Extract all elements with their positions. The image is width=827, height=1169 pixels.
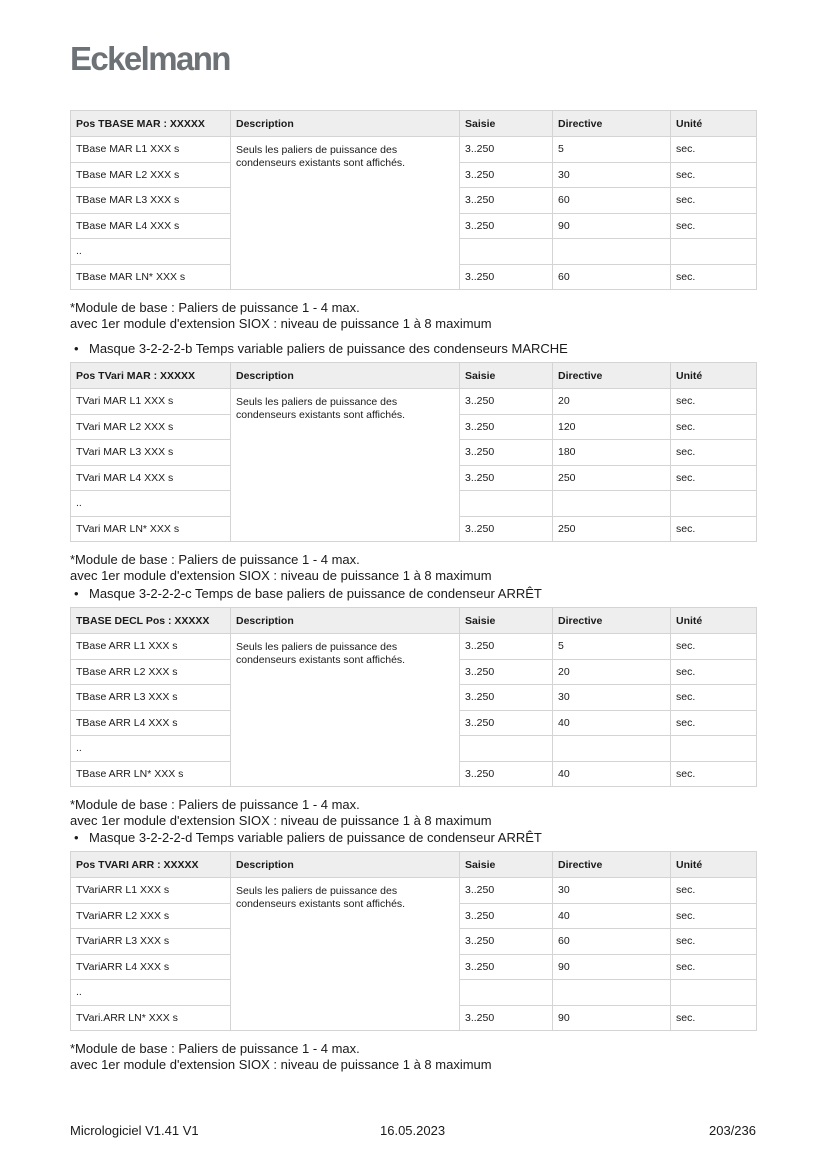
column-header: Pos TVari MAR : XXXXX bbox=[71, 363, 231, 389]
cell-pos: TVariARR L3 XXX s bbox=[71, 929, 231, 955]
table-row bbox=[71, 878, 757, 904]
cell-directive: 60 bbox=[553, 929, 671, 955]
cell-pos: TBase ARR L2 XXX s bbox=[71, 659, 231, 685]
cell-unite: sec. bbox=[671, 903, 757, 929]
cell-directive bbox=[553, 239, 671, 265]
cell-directive: 90 bbox=[553, 1005, 671, 1031]
cell-description: Seuls les paliers de puissance des condenseurs existants sont affichés. bbox=[231, 634, 460, 787]
cell-unite: sec. bbox=[671, 1005, 757, 1031]
cell-unite: sec. bbox=[671, 710, 757, 736]
cell-unite: sec. bbox=[671, 634, 757, 660]
cell-unite: sec. bbox=[671, 465, 757, 491]
cell-saisie: 3..250 bbox=[460, 710, 553, 736]
footnote-line: *Module de base : Paliers de puissance 1 - 4 max. bbox=[70, 1041, 360, 1056]
cell-directive: 60 bbox=[553, 264, 671, 290]
cell-pos: TBase MAR LN* XXX s bbox=[71, 264, 231, 290]
cell-saisie: 3..250 bbox=[460, 162, 553, 188]
cell-saisie bbox=[460, 980, 553, 1006]
cell-pos: TBase ARR L4 XXX s bbox=[71, 710, 231, 736]
cell-directive: 90 bbox=[553, 954, 671, 980]
cell-directive bbox=[553, 491, 671, 517]
cell-saisie: 3..250 bbox=[460, 954, 553, 980]
cell-saisie: 3..250 bbox=[460, 389, 553, 415]
footnote-line: avec 1er module d'extension SIOX : niveau de puissance 1 à 8 maximum bbox=[70, 813, 492, 828]
bullet-icon: • bbox=[74, 341, 79, 356]
cell-unite bbox=[671, 736, 757, 762]
cell-unite: sec. bbox=[671, 659, 757, 685]
column-header: Saisie bbox=[460, 852, 553, 878]
cell-directive: 5 bbox=[553, 634, 671, 660]
cell-saisie: 3..250 bbox=[460, 685, 553, 711]
cell-directive: 20 bbox=[553, 659, 671, 685]
cell-pos: TBase MAR L2 XXX s bbox=[71, 162, 231, 188]
footnote-line: *Module de base : Paliers de puissance 1 - 4 max. bbox=[70, 300, 360, 315]
cell-pos: .. bbox=[71, 239, 231, 265]
column-header: Description bbox=[231, 608, 460, 634]
section-tbase-mar bbox=[70, 110, 756, 332]
footnote-line: avec 1er module d'extension SIOX : niveau de puissance 1 à 8 maximum bbox=[70, 1057, 492, 1072]
cell-unite: sec. bbox=[671, 188, 757, 214]
cell-pos: .. bbox=[71, 736, 231, 762]
cell-directive: 250 bbox=[553, 516, 671, 542]
footer-software-version: Micrologiciel V1.41 V1 bbox=[70, 1123, 199, 1138]
cell-saisie: 3..250 bbox=[460, 414, 553, 440]
cell-pos: TBase ARR LN* XXX s bbox=[71, 761, 231, 787]
cell-pos: TVari MAR LN* XXX s bbox=[71, 516, 231, 542]
footnote bbox=[70, 1041, 756, 1073]
cell-unite: sec. bbox=[671, 389, 757, 415]
section-tvari-arr bbox=[70, 825, 756, 1073]
cell-directive: 30 bbox=[553, 685, 671, 711]
cell-saisie bbox=[460, 736, 553, 762]
cell-saisie: 3..250 bbox=[460, 137, 553, 163]
column-header: Directive bbox=[553, 363, 671, 389]
section-heading bbox=[70, 830, 756, 846]
column-header: Pos TVARI ARR : XXXXX bbox=[71, 852, 231, 878]
footer-page-number: 203/236 bbox=[709, 1123, 756, 1138]
cell-directive: 40 bbox=[553, 710, 671, 736]
cell-directive: 250 bbox=[553, 465, 671, 491]
cell-unite bbox=[671, 980, 757, 1006]
cell-pos: TVariARR L2 XXX s bbox=[71, 903, 231, 929]
table-header-row bbox=[71, 111, 757, 137]
cell-saisie: 3..250 bbox=[460, 659, 553, 685]
column-header: Unité bbox=[671, 363, 757, 389]
footnote-line: *Module de base : Paliers de puissance 1 - 4 max. bbox=[70, 552, 360, 567]
cell-directive: 90 bbox=[553, 213, 671, 239]
table-tbase-arr bbox=[70, 607, 757, 787]
column-header: Directive bbox=[553, 852, 671, 878]
section-tvari-mar bbox=[70, 336, 756, 584]
column-header: Description bbox=[231, 852, 460, 878]
cell-pos: TVari MAR L4 XXX s bbox=[71, 465, 231, 491]
cell-pos: .. bbox=[71, 980, 231, 1006]
column-header: Directive bbox=[553, 608, 671, 634]
footnote-line: avec 1er module d'extension SIOX : niveau de puissance 1 à 8 maximum bbox=[70, 568, 492, 583]
cell-unite: sec. bbox=[671, 761, 757, 787]
cell-description: Seuls les paliers de puissance des condenseurs existants sont affichés. bbox=[231, 878, 460, 1031]
cell-directive: 60 bbox=[553, 188, 671, 214]
column-header: Description bbox=[231, 363, 460, 389]
cell-directive: 20 bbox=[553, 389, 671, 415]
footnote-line: avec 1er module d'extension SIOX : niveau de puissance 1 à 8 maximum bbox=[70, 316, 492, 331]
cell-pos: .. bbox=[71, 491, 231, 517]
column-header: Directive bbox=[553, 111, 671, 137]
cell-description: Seuls les paliers de puissance des condenseurs existants sont affichés. bbox=[231, 389, 460, 542]
cell-saisie bbox=[460, 491, 553, 517]
table-header-row bbox=[71, 363, 757, 389]
cell-directive bbox=[553, 980, 671, 1006]
table-header-row bbox=[71, 608, 757, 634]
cell-saisie: 3..250 bbox=[460, 761, 553, 787]
cell-unite: sec. bbox=[671, 685, 757, 711]
column-header: Saisie bbox=[460, 111, 553, 137]
cell-unite: sec. bbox=[671, 929, 757, 955]
column-header: Saisie bbox=[460, 608, 553, 634]
column-header: Description bbox=[231, 111, 460, 137]
cell-unite: sec. bbox=[671, 264, 757, 290]
cell-description: Seuls les paliers de puissance des condenseurs existants sont affichés. bbox=[231, 137, 460, 290]
cell-saisie: 3..250 bbox=[460, 634, 553, 660]
cell-saisie: 3..250 bbox=[460, 929, 553, 955]
column-header: Saisie bbox=[460, 363, 553, 389]
cell-unite bbox=[671, 239, 757, 265]
cell-pos: TVari MAR L1 XXX s bbox=[71, 389, 231, 415]
cell-unite: sec. bbox=[671, 137, 757, 163]
cell-saisie: 3..250 bbox=[460, 465, 553, 491]
footnote bbox=[70, 300, 756, 332]
cell-pos: TVariARR L4 XXX s bbox=[71, 954, 231, 980]
section-heading-text: Masque 3-2-2-2-c Temps de base paliers de puissance de condenseur ARRÊT bbox=[89, 586, 542, 601]
cell-directive: 5 bbox=[553, 137, 671, 163]
table-tvari-arr bbox=[70, 851, 757, 1031]
footnote-line: *Module de base : Paliers de puissance 1 - 4 max. bbox=[70, 797, 360, 812]
column-header: Unité bbox=[671, 852, 757, 878]
table-tbase-mar bbox=[70, 110, 757, 290]
column-header: Unité bbox=[671, 111, 757, 137]
section-heading-text: Masque 3-2-2-2-b Temps variable paliers de puissance des condenseurs MARCHE bbox=[89, 341, 568, 356]
column-header: TBASE DECL Pos : XXXXX bbox=[71, 608, 231, 634]
cell-saisie: 3..250 bbox=[460, 516, 553, 542]
cell-saisie: 3..250 bbox=[460, 188, 553, 214]
cell-unite: sec. bbox=[671, 516, 757, 542]
cell-saisie: 3..250 bbox=[460, 878, 553, 904]
cell-saisie: 3..250 bbox=[460, 440, 553, 466]
cell-directive: 40 bbox=[553, 903, 671, 929]
table-header-row bbox=[71, 852, 757, 878]
bullet-icon: • bbox=[74, 830, 79, 845]
section-tbase-arr bbox=[70, 581, 756, 829]
company-logo: Eckelmann bbox=[70, 40, 230, 77]
cell-saisie: 3..250 bbox=[460, 1005, 553, 1031]
section-heading bbox=[70, 586, 756, 602]
cell-directive: 120 bbox=[553, 414, 671, 440]
cell-unite: sec. bbox=[671, 878, 757, 904]
cell-unite bbox=[671, 491, 757, 517]
cell-unite: sec. bbox=[671, 414, 757, 440]
table-row bbox=[71, 389, 757, 415]
cell-saisie: 3..250 bbox=[460, 213, 553, 239]
table-row bbox=[71, 137, 757, 163]
cell-pos: TBase ARR L1 XXX s bbox=[71, 634, 231, 660]
table-tvari-mar bbox=[70, 362, 757, 542]
cell-pos: TBase ARR L3 XXX s bbox=[71, 685, 231, 711]
cell-directive: 180 bbox=[553, 440, 671, 466]
cell-saisie: 3..250 bbox=[460, 903, 553, 929]
cell-pos: TVari MAR L3 XXX s bbox=[71, 440, 231, 466]
bullet-icon: • bbox=[74, 586, 79, 601]
cell-unite: sec. bbox=[671, 162, 757, 188]
cell-pos: TVari.ARR LN* XXX s bbox=[71, 1005, 231, 1031]
cell-unite: sec. bbox=[671, 954, 757, 980]
cell-unite: sec. bbox=[671, 213, 757, 239]
cell-saisie: 3..250 bbox=[460, 264, 553, 290]
column-header: Unité bbox=[671, 608, 757, 634]
section-heading-text: Masque 3-2-2-2-d Temps variable paliers de puissance de condenseur ARRÊT bbox=[89, 830, 542, 845]
cell-pos: TVari MAR L2 XXX s bbox=[71, 414, 231, 440]
cell-unite: sec. bbox=[671, 440, 757, 466]
footer-date: 16.05.2023 bbox=[380, 1123, 446, 1138]
section-heading bbox=[70, 341, 756, 357]
cell-directive: 30 bbox=[553, 162, 671, 188]
table-row bbox=[71, 634, 757, 660]
cell-saisie bbox=[460, 239, 553, 265]
cell-pos: TBase MAR L3 XXX s bbox=[71, 188, 231, 214]
column-header: Pos TBASE MAR : XXXXX bbox=[71, 111, 231, 137]
cell-pos: TBase MAR L1 XXX s bbox=[71, 137, 231, 163]
cell-directive: 30 bbox=[553, 878, 671, 904]
cell-directive bbox=[553, 736, 671, 762]
cell-pos: TBase MAR L4 XXX s bbox=[71, 213, 231, 239]
cell-directive: 40 bbox=[553, 761, 671, 787]
cell-pos: TVariARR L1 XXX s bbox=[71, 878, 231, 904]
footnote bbox=[70, 552, 756, 584]
